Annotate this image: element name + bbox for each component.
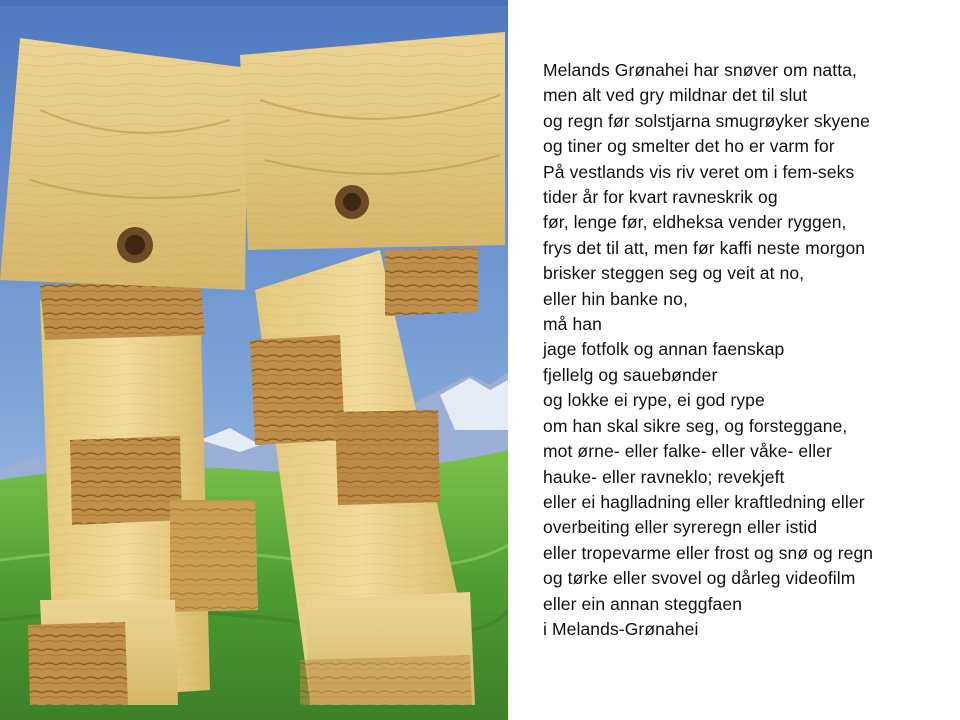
poem-line: På vestlands vis riv veret om i fem-seks [543,161,855,182]
poem-line: eller ein annan steggfaen [543,593,743,614]
poem-line: overbeiting eller syreregn eller istid [543,517,818,538]
poem-line: må han [543,314,602,335]
poem-line: fjellelg og sauebønder [543,364,718,385]
poem-line: før, lenge før, eldheksa vender ryggen, [543,212,847,233]
poem-line: Melands Grønahei har snøver om natta, [543,60,857,80]
poem-line: hauke- eller ravneklo; revekjeft [543,466,785,487]
poem-line: mot ørne- eller falke- eller våke- eller [543,441,832,462]
poem-line: eller hin banke no, [543,288,688,309]
poem-line: og lokke ei rype, ei god rype [543,390,765,411]
poem-line: eller tropevarme eller frost og snø og regn [543,542,874,563]
poem-line: brisker steggen seg og veit at no, [543,263,805,284]
poem-text [543,58,943,642]
poem-line: jage fotfolk og annan faenskap [543,339,785,360]
poem-line: i Melands-Grønahei [543,618,699,639]
poem-line: om han skal sikre seg, og forsteggane, [543,415,848,436]
poem-line: eller ei haglladning eller kraftledning eller [543,491,865,512]
poem-line: og tiner og smelter det ho er varm for [543,136,835,157]
poem-line: og regn før solstjarna smugrøyker skyene [543,110,870,131]
poem-line: og tørke eller svovel og dårleg videofilm [543,568,856,589]
poem-line: men alt ved gry mildnar det til slut [543,85,808,106]
poem-line: frys det til att, men før kaffi neste morgon [543,237,866,258]
poem-line: tider år for kvart ravneskrik og [543,187,778,208]
